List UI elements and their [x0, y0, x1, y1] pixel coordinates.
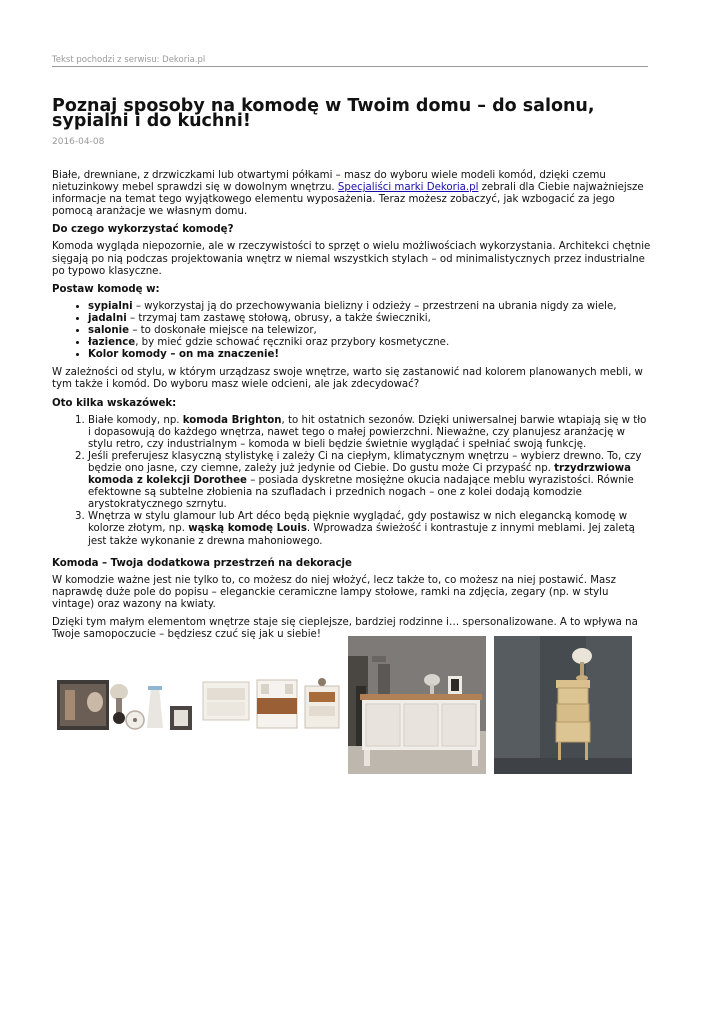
tip-product-name: wąską komodę Louis: [188, 523, 307, 535]
tip-product-name: trzydrzwiowa komoda z kolekcji Dorothee: [88, 462, 632, 487]
list-item: [88, 415, 652, 451]
header-divider: [52, 66, 648, 67]
list-item-bold: salonie: [88, 325, 130, 337]
section-heading-usage: Do czego wykorzystać komodę?: [52, 224, 234, 236]
closing-paragraph: Dzięki tym małym elementom wnętrze staje się cieplejsze, bardziej rodzinne i… spersonalizowane. A to wpływa na Twoje samopoczucie – będziesz czuć się jak u siebie!: [52, 617, 638, 641]
tips-list: [52, 415, 652, 548]
tip-text: Wnętrza w stylu glamour lub Art déco będą pięknie wyglądać, gdy postawisz w nich elegancką komodę w kolorze złotym, np.: [88, 511, 628, 535]
list-item-bold: sypialni: [88, 300, 133, 312]
list-item: [88, 301, 652, 313]
room-list: [52, 301, 652, 361]
list-item: [88, 349, 652, 361]
list-item-bold: Kolor komody – on ma znaczenie!: [88, 349, 280, 361]
white-dressers-photo: [201, 676, 343, 734]
article-body: [52, 170, 652, 647]
tip-text: Jeśli preferujesz klasyczną stylistykę i zależy Ci na ciepłym, klimatycznym wnętrzu – wybierz drewno. To, czy będzie ono jasne, czy ciemne, zależy już jedynie od Ciebie. Do gustu może Ci przypaść np.: [88, 450, 642, 474]
gold-commode-photo: [494, 636, 632, 774]
intro-text-cont: zebrali dla Ciebie najważniejsze informacje na temat tego wyjątkowego elementu wyposażenia. Teraz możesz zobaczyć, jak wzbogacić za jego pomocą aranżacje we własnym domu.: [52, 182, 644, 218]
list-item-bold: jadalni: [88, 312, 127, 324]
list-item: [88, 337, 652, 349]
intro-paragraph: [52, 170, 652, 218]
image-gallery: [0, 636, 725, 776]
list-item: [88, 451, 652, 511]
tip-text: , to hit ostatnich sezonów. Dzięki uniwersalnej barwie wtapiają się w tło i dopasowują do każdego wnętrza, nawet tego o małej powierzchni. Nieważne, czy planujesz aranżację w stylu retro, czy industrialnym – komoda w bieli będzie świetnie wyglądać i spełniać swoją funkcję.: [88, 414, 647, 450]
tip-text: Białe komody, np.: [88, 414, 183, 426]
tip-text: . Wprowadza świeżość i kontrastuje z innymi meblami. Jej zaletą jest także wykonanie z drewna mahoniowego.: [88, 523, 635, 547]
list-item-text: – trzymaj tam zastawę stołową, obrusy, a także świeczniki,: [126, 312, 431, 324]
section-heading-tips: Oto kilka wskazówek:: [52, 397, 177, 409]
decor-accessories-photo: [55, 676, 197, 734]
list-item: [88, 511, 652, 547]
color-paragraph: W zależności od stylu, w którym urządzasz swoje wnętrze, warto się zastanowić nad kolorem planowanych mebli, w tym także i komód. Do wyboru masz wiele odcieni, ale jak zdecydować?: [52, 367, 643, 391]
white-commode-room-photo: [348, 636, 486, 774]
tip-product-name: komoda Brighton: [182, 414, 282, 426]
usage-paragraph: Komoda wygląda niepozornie, ale w rzeczywistości to sprzęt o wielu możliwościach wykorzystania. Architekci chętnie sięgają po nią podczas projektowania wnętrz w niemal wszystkich stylach – od minimalistycznych przez industrialne po typowo klasyczne.: [52, 241, 651, 277]
list-item-text: – wykorzystaj ją do przechowywania bielizny i odzieży – przestrzeni na ubrania nigdy za wiele,: [132, 300, 617, 312]
decor-paragraph: W komodzie ważne jest nie tylko to, co możesz do niej włożyć, lecz także to, co możesz na niej postawić. Masz naprawdę duże pole do popisu – eleganckie ceramiczne lampy stołowe, ramki na zdjęcia, zegary (np. w stylu vintage) oraz wazony na kwiaty.: [52, 574, 616, 610]
list-item: [88, 325, 652, 337]
article-title: Poznaj sposoby na komodę w Twoim domu – do salonu, sypialni i do kuchni!: [52, 96, 595, 131]
tip-text: – posiada dyskretne mosiężne okucia nadające meblu wyrazistości. Równie efektowne są subtelne złobienia na szufladach i przednich nogach – one z kolei dodają komodzie arystokratycznego szrnytu.: [88, 475, 634, 511]
section-heading-decor: Komoda – Twoja dodatkowa przestrzeń na dekoracje: [52, 557, 352, 569]
article-date: 2016-04-08: [52, 137, 105, 147]
list-item-text: – to doskonałe miejsce na telewizor,: [129, 325, 317, 337]
dekoria-specialists-link[interactable]: Specjaliści marki Dekoria.pl: [337, 182, 479, 194]
section-heading-placement: Postaw komodę w:: [52, 283, 160, 295]
list-item: [88, 313, 652, 325]
source-note: Tekst pochodzi z serwisu: Dekoria.pl: [52, 55, 206, 65]
list-item-bold: łazience: [88, 337, 136, 349]
list-item-text: , by mieć gdzie schować ręczniki oraz przybory kosmetyczne.: [135, 337, 450, 349]
intro-text: Białe, drewniane, z drzwiczkami lub otwartymi półkami – masz do wyboru wiele modeli komód, dzięki czemu nietuzinkowy mebel sprawdzi się w dowolnym wnętrzu.: [52, 170, 606, 194]
